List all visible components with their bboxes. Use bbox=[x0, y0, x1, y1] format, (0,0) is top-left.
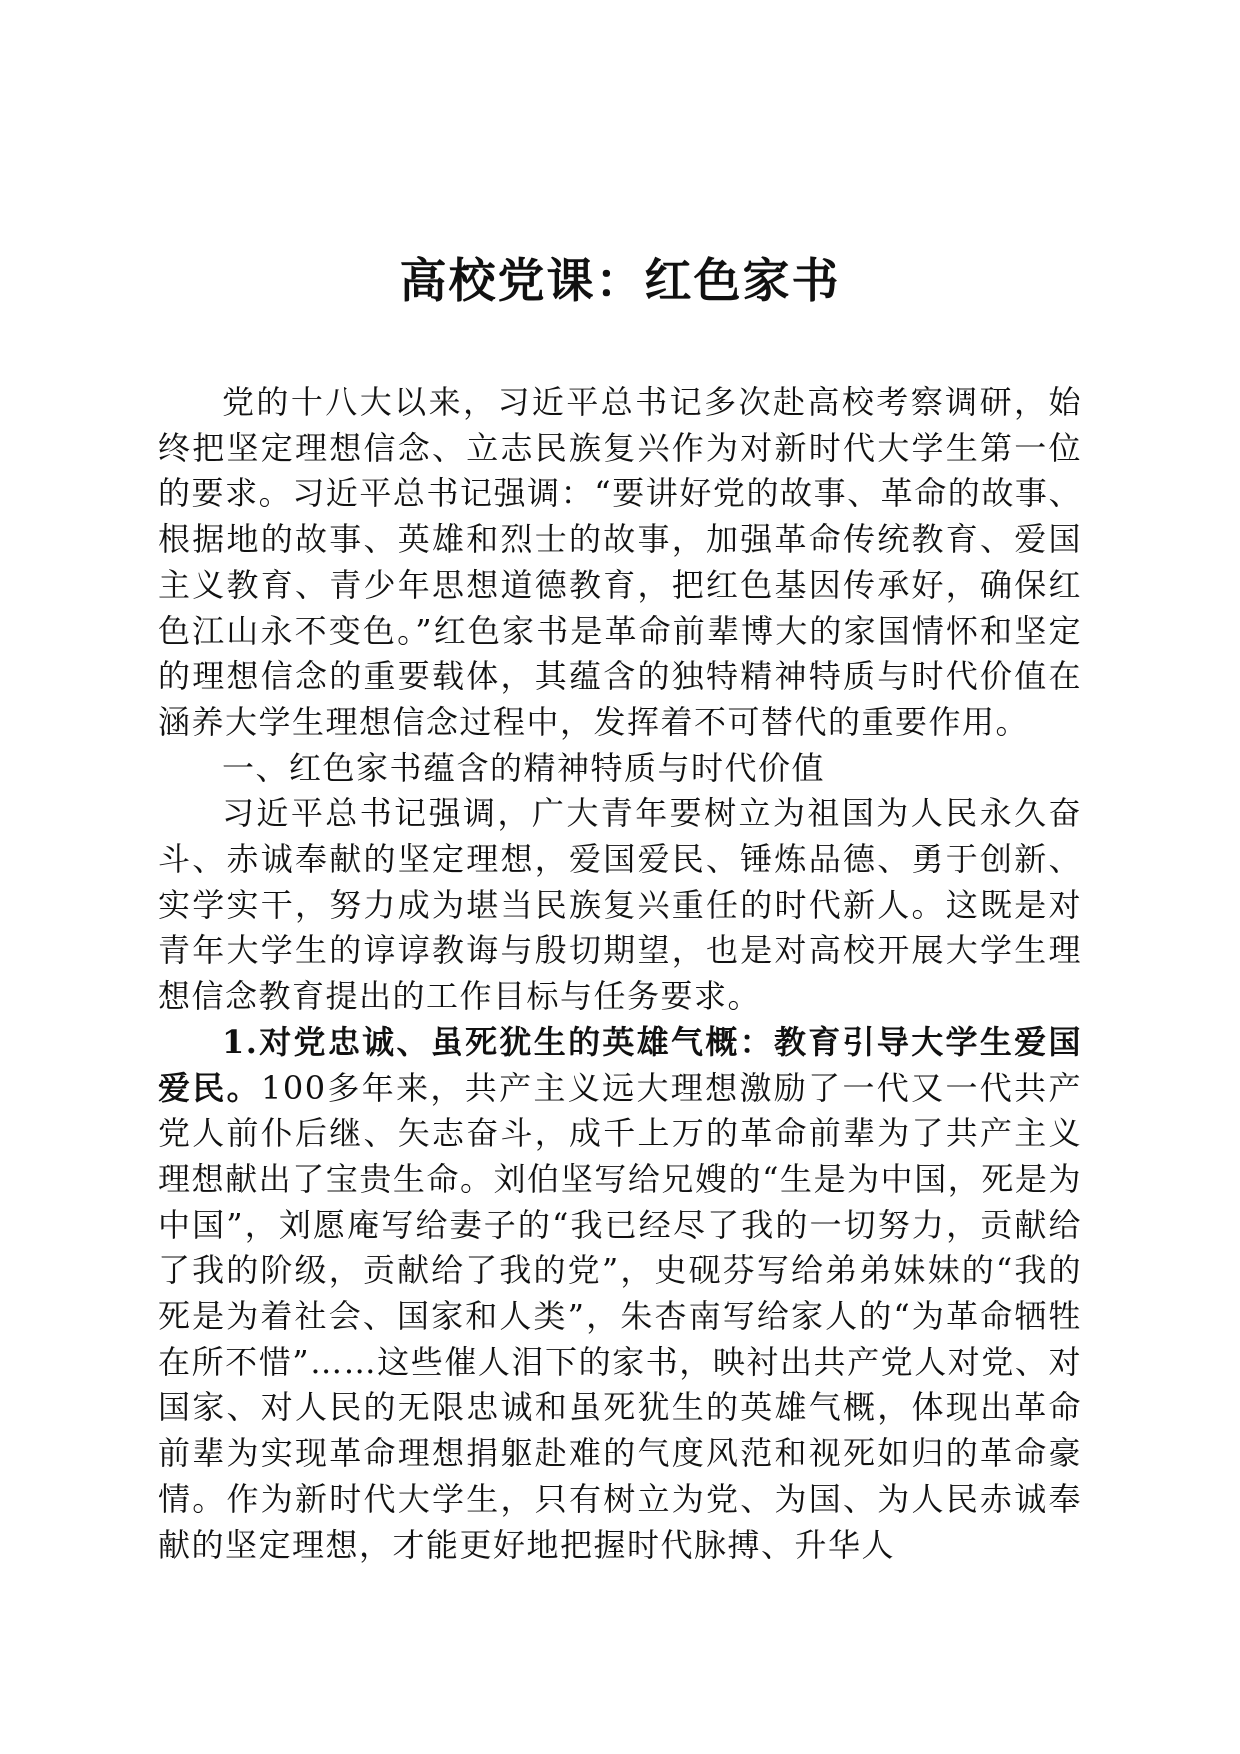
section-paragraph: 习近平总书记强调，广大青年要树立为祖国为人民永久奋斗、赤诚奉献的坚定理想，爱国爱民、锤炼品德、勇于创新、实学实干，努力成为堪当民族复兴重任的时代新人。这既是对青年大学生的谆谆教诲与殷切期望，也是对高校开展大学生理想信念教育提出的工作目标与任务要求。 bbox=[158, 794, 1082, 1016]
document-body bbox=[158, 380, 1082, 1568]
point-paragraph bbox=[158, 1020, 1082, 1568]
intro-paragraph: 党的十八大以来，习近平总书记多次赴高校考察调研，始终把坚定理想信念、立志民族复兴作为对新时代大学生第一位的要求。习近平总书记强调：“要讲好党的故事、革命的故事、根据地的故事、英雄和烈士的故事，加强革命传统教育、爱国主义教育、青少年思想道德教育，把红色基因传承好，确保红色江山永不变色。”红色家书是革命前辈博大的家国情怀和坚定的理想信念的重要载体，其蕴含的独特精神特质与时代价值在涵养大学生理想信念过程中，发挥着不可替代的重要作用。 bbox=[158, 383, 1082, 741]
section-heading: 一、红色家书蕴含的精神特质与时代价值 bbox=[222, 748, 826, 787]
point-body: 100多年来，共产主义远大理想激励了一代又一代共产党人前仆后继、矢志奋斗，成千上万的革命前辈为了共产主义理想献出了宝贵生命。刘伯坚写给兄嫂的“生是为中国，死是为中国”，刘愿庵写给妻子的“我已经尽了我的一切努力，贡献给了我的阶级，贡献给了我的党”，史砚芬写给弟弟妹妹的“我的死是为着社会、国家和人类”，朱杏南写给家人的“为革命牺牲在所不惜”……这些催人泪下的家书，映衬出共产党人对党、对国家、对人民的无限忠诚和虽死犹生的英雄气概，体现出革命前辈为实现革命理想捐躯赴难的气度风范和视死如归的革命豪情。作为新时代大学生，只有树立为党、为国、为人民赤诚奉献的坚定理想，才能更好地把握时代脉搏、升华人 bbox=[158, 1068, 1082, 1564]
page-title: 高校党课：红色家书 bbox=[399, 254, 841, 309]
point-lead: 1.对党忠诚、虽死犹生的英雄气概：教育引导大学生爱国爱民。 bbox=[158, 1022, 1082, 1107]
